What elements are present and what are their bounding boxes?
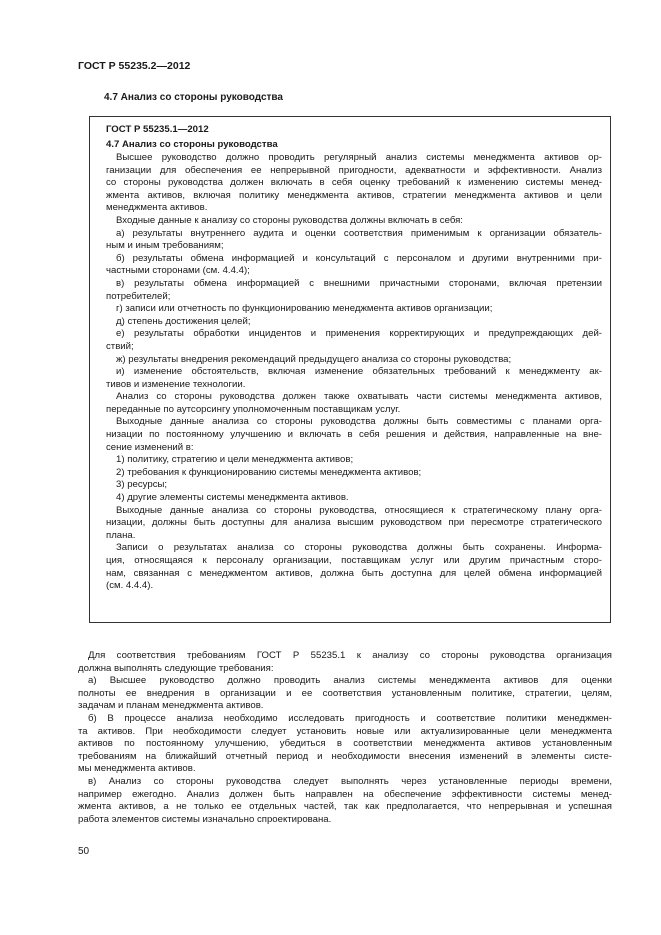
quote-line: жмента активов, включая политику менеджмента активов, стратегии менеджмента активов и цели [106, 189, 602, 201]
quote-line: Записи о результатах анализа со стороны руководства должны быть сохранены. Информа- [116, 542, 602, 554]
quote-line: Выходные данные анализа со стороны руководства должны быть совместимы с планами орга- [116, 416, 602, 428]
quote-line: со стороны руководства должен включать в себя оценку требований к изменению системы менед- [106, 177, 602, 189]
body-line: жмента активов, а не только ее отдельных частей, так как предполагается, что непрерывная и успешная [78, 801, 612, 813]
quote-line: низации, должны быть доступны для анализа высшим руководством при пересмотре стратегического [106, 517, 602, 529]
body-line: должна выполнять следующие требования: [78, 662, 274, 674]
body-line: полноты ее внедрения в организации и ее соответствия установленным политике, стратегии, целям, [78, 687, 612, 699]
quote-line: и) изменение обстоятельств, включая изменение обязательных требований к менеджменту ак- [116, 366, 602, 378]
quote-line: (см. 4.4.4). [106, 580, 154, 592]
quote-line: г) записи или отчетность по функционированию менеджмента активов организации; [116, 303, 493, 315]
quote-line: нам, связанная с менеджментом активов, должна быть доступна для целей обмена информацией [106, 567, 602, 579]
body-line: а) Высшее руководство должно проводить анализ системы менеджмента активов для оценки [88, 675, 612, 687]
quote-line: 1) политику, стратегию и цели менеджмента активов; [116, 454, 354, 466]
document-header: ГОСТ Р 55235.2—2012 [78, 60, 191, 72]
quote-line: менеджмента активов. [106, 202, 208, 214]
body-text [78, 650, 612, 826]
quote-line: ствий; [106, 340, 134, 352]
quote-line: Анализ со стороны руководства должен также охватывать части системы менеджмента активов, [116, 391, 602, 403]
quote-line: ганизации для обеспечения ее непрерывной пригодности, адекватности и эффективности. Анализ [106, 164, 602, 176]
quote-line: Входные данные к анализу со стороны руководства должны включать в себя: [116, 214, 463, 226]
body-line: мы менеджмента активов. [78, 763, 196, 775]
body-line: в) Анализ со стороны руководства следует выполнять через установленные периоды времени, [88, 775, 612, 787]
quote-line: сение изменений в: [106, 441, 194, 453]
quote-doc-ref: ГОСТ Р 55235.1—2012 [106, 124, 209, 135]
quote-line: д) степень достижения целей; [116, 315, 251, 327]
quote-line: Высшее руководство должно проводить регулярный анализ системы менеджмента активов ор- [116, 152, 602, 163]
quote-heading: 4.7 Анализ со стороны руководства [106, 139, 278, 150]
page-number: 50 [78, 846, 90, 857]
body-line: б) В процессе анализа необходимо исследовать пригодность и соответствие политики менеджмен- [88, 712, 612, 724]
quote-line: плана. [106, 529, 136, 541]
body-line: активов по постоянному улучшению, убедиться в соответствии менеджмента активов установленным [78, 738, 612, 750]
quote-line: в) результаты обмена информацией с внешними причастными сторонами, включая претензии [116, 277, 602, 289]
quote-line: 3) ресурсы; [116, 479, 168, 491]
body-line: работа элементов системы изначально спроектирована. [78, 813, 332, 825]
quote-line: 2) требования к функционированию системы менеджмента активов; [116, 466, 422, 478]
body-line: Для соответствия требованиям ГОСТ Р 55235.1 к анализу со стороны руководства организация [88, 650, 612, 661]
quote-line: е) результаты обработки инцидентов и применения корректирующих и предупреждающих дей- [116, 328, 602, 340]
quoted-standard-box [89, 116, 611, 623]
quote-line: ным и иным требованиям; [106, 240, 224, 252]
quote-line: Выходные данные анализа со стороны руководства, относящиеся к стратегическому плану орга- [116, 504, 602, 516]
quote-text [106, 152, 602, 593]
quote-line: б) результаты обмена информацией и консультаций с персоналом и другими внутренними при- [116, 252, 602, 264]
quote-line: потребителей; [106, 290, 171, 302]
quote-line: переданные по аутсорсингу уполномоченным поставщикам услуг. [106, 403, 401, 415]
quote-line: частными сторонами (см. 4.4.4); [106, 265, 250, 277]
body-line: та активов. При необходимости следует установить новые или актуализированные цели менеджмента [78, 725, 612, 737]
quote-line: ж) результаты внедрения рекомендаций предыдущего анализа со стороны руководства; [116, 353, 512, 365]
section-title: 4.7 Анализ со стороны руководства [104, 92, 283, 103]
body-line: требованиям на ближайший отчетный период и необходимости внесения изменений в элементы систе- [78, 750, 612, 762]
quote-line: тивов и изменение технологии. [106, 378, 246, 390]
quote-line: ция, относящаяся к персоналу организации, поставщикам услуг или другим причастным сторо- [106, 555, 602, 566]
quote-line: а) результаты внутреннего аудита и оценки соответствия применимым к организации обязатель- [116, 227, 602, 239]
quote-line: низации по постоянному улучшению и включать в себя решения и действия, направленные на вне- [106, 429, 602, 441]
body-line: задачам и планам менеджмента активов. [78, 700, 264, 712]
quote-line: 4) другие элементы системы менеджмента активов. [116, 492, 349, 504]
body-line: например ежегодно. Анализ должен быть направлен на обеспечение эффективности системы менед- [78, 788, 612, 800]
